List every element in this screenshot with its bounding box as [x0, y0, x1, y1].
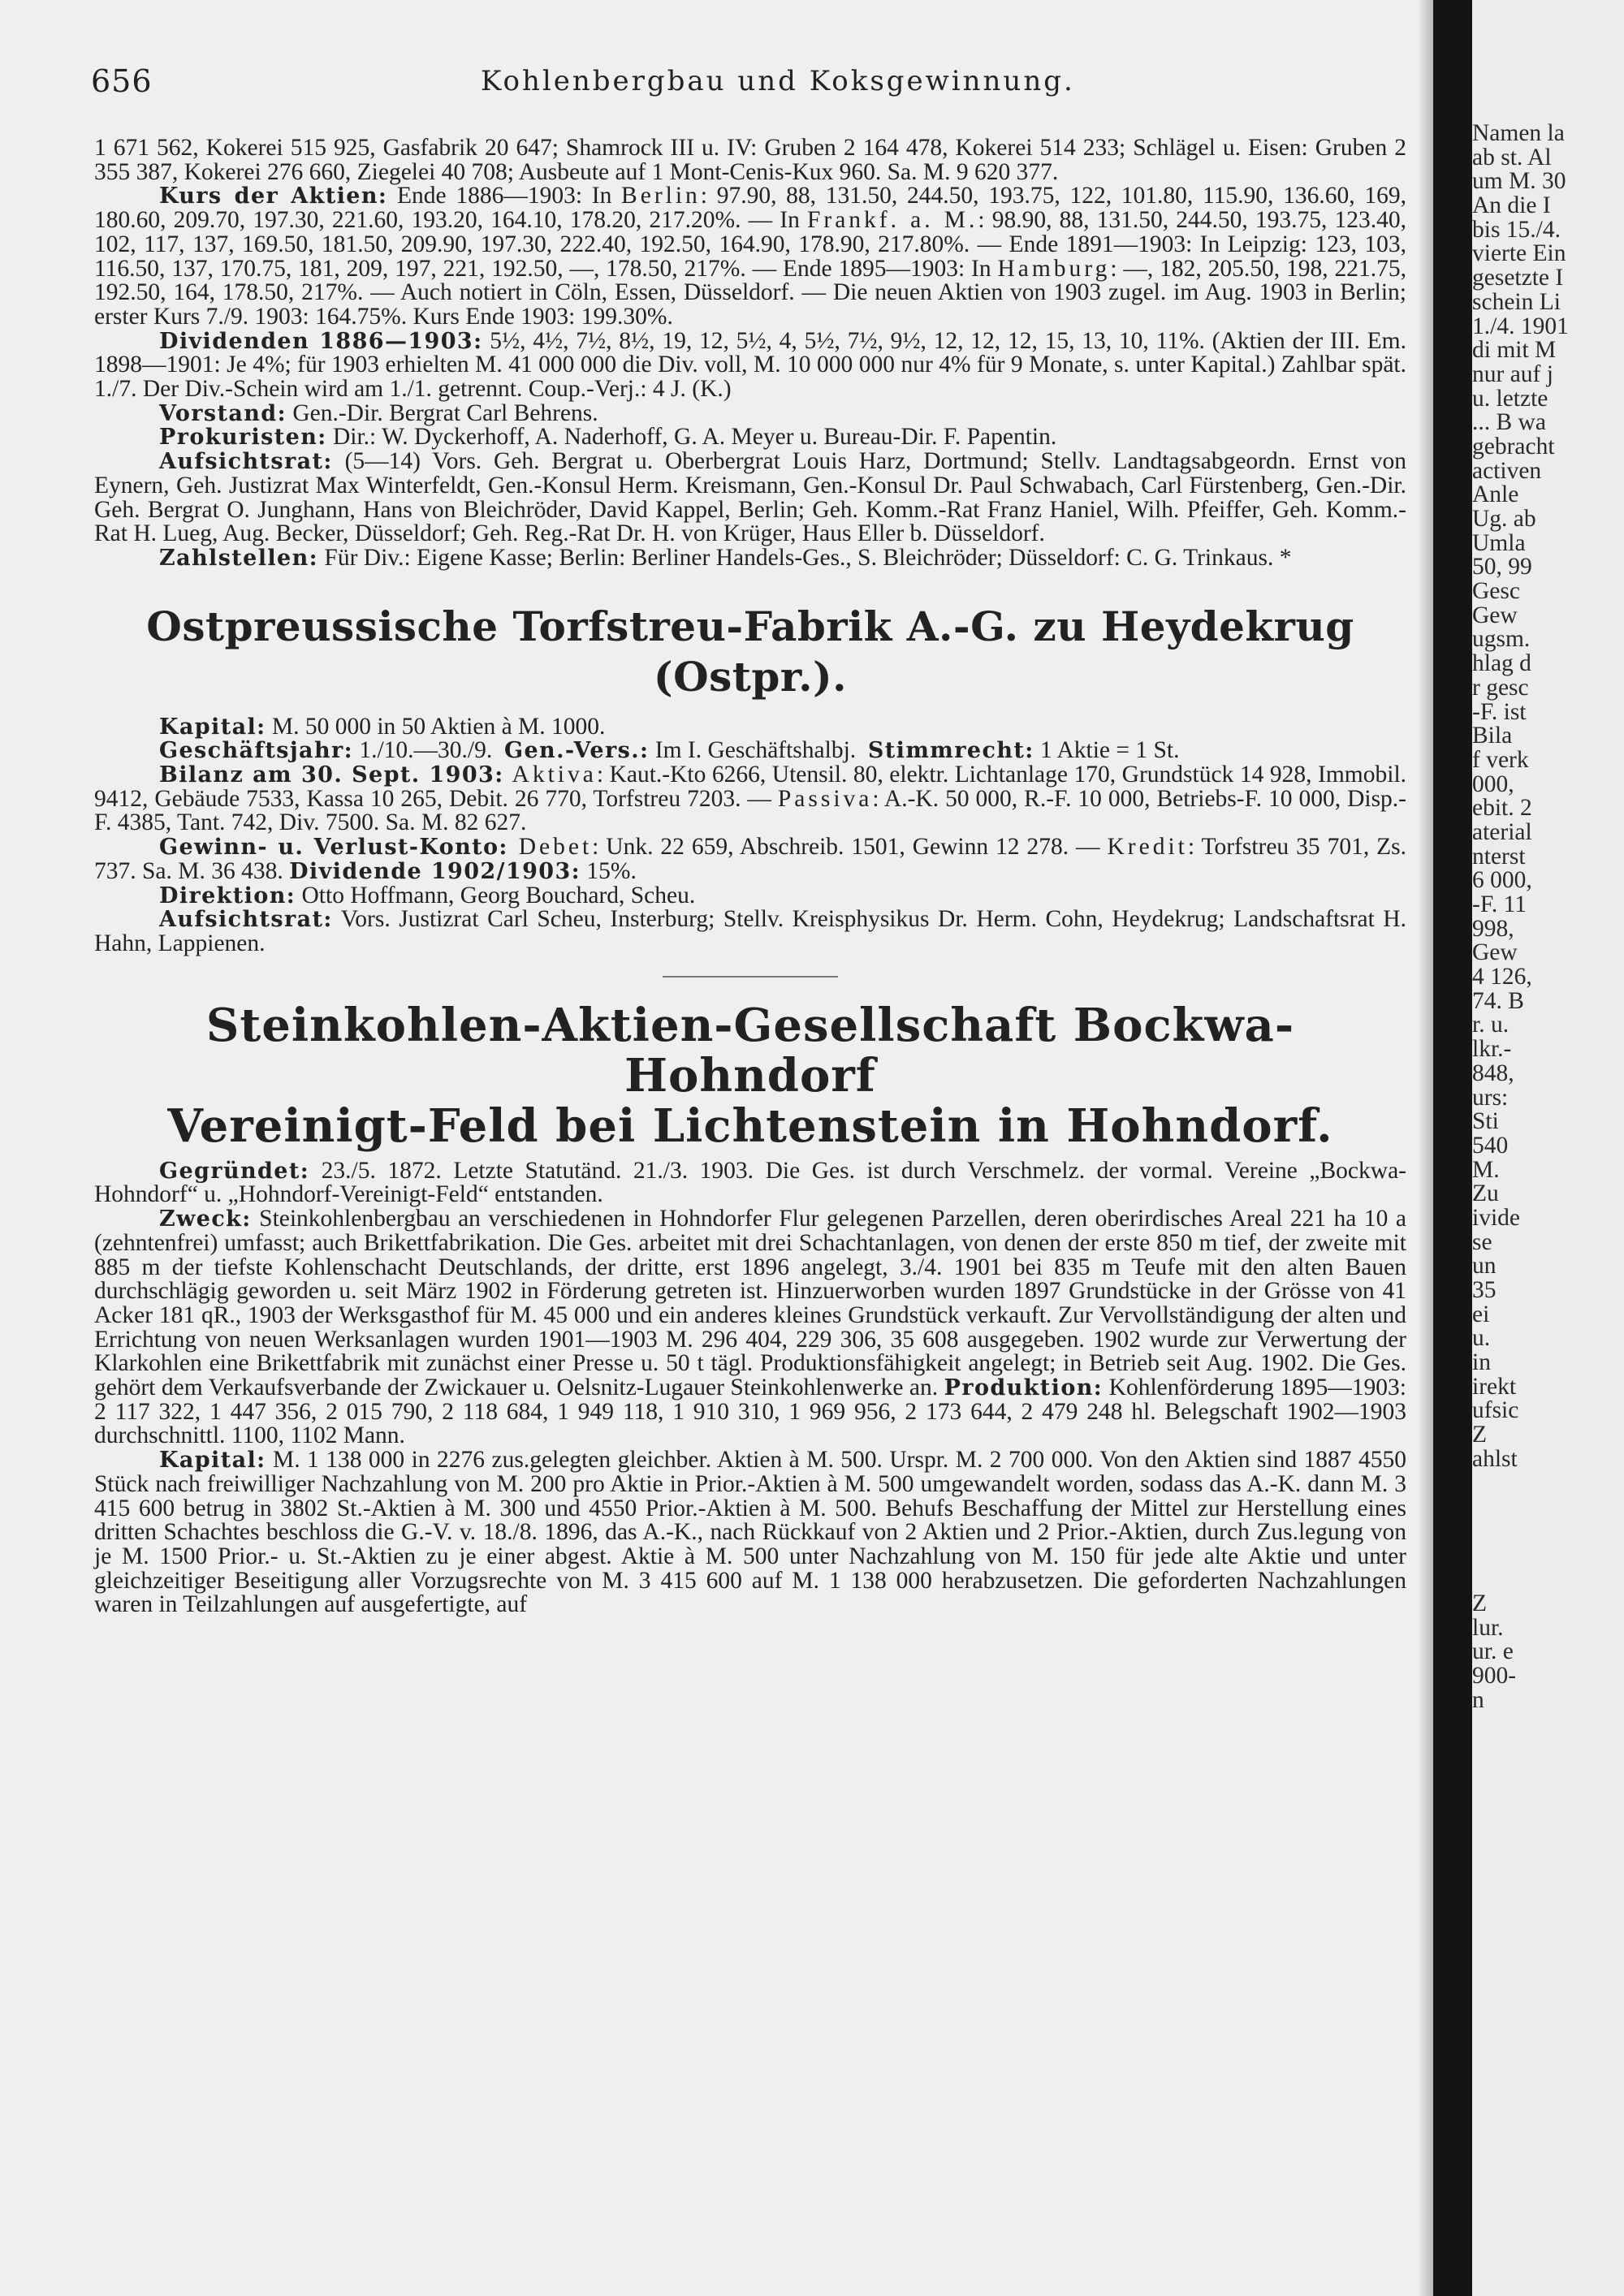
aufsichtsrat-label: Aufsichtsrat: — [159, 907, 333, 933]
adjacent-page-line: nur auf j — [1472, 360, 1553, 387]
vorstand-label: Vorstand: — [159, 400, 287, 426]
adjacent-page-line: Umla — [1472, 529, 1526, 556]
adjacent-page-line: ur. e — [1472, 1638, 1514, 1665]
adjacent-page-line: ugsm. — [1472, 626, 1531, 653]
adjacent-page-line: irekt — [1472, 1373, 1517, 1400]
adjacent-page-line: hlag d — [1472, 650, 1531, 677]
section-divider — [663, 976, 838, 978]
adjacent-page-strip — [1472, 122, 1624, 2296]
adjacent-page-line: f verk — [1472, 746, 1529, 773]
adjacent-page-line: ei — [1472, 1301, 1490, 1327]
adjacent-page-line: u. letzte — [1472, 385, 1548, 412]
adjacent-page-line: 1./4. 1901 — [1472, 313, 1569, 339]
adjacent-page-line: M. — [1472, 1156, 1500, 1183]
adjacent-page-line: gebracht — [1472, 433, 1555, 460]
adjacent-page-line: 900- — [1472, 1663, 1517, 1689]
adjacent-page-line: ahlst — [1472, 1445, 1518, 1472]
company-title-line-1: Steinkohlen-Aktien-Gesellschaft Bockwa-Hohndorf — [205, 998, 1295, 1103]
zweck-label: Zweck: — [159, 1206, 252, 1232]
place-frankfurt: Frankf. a. M. — [806, 207, 978, 234]
adjacent-page-line — [1472, 1544, 1624, 1569]
adjacent-page-line: An die I — [1472, 192, 1551, 219]
adjacent-page-line: 6 000, — [1472, 867, 1532, 894]
running-head: Kohlenbergbau und Koksgewinnung. — [481, 65, 1075, 97]
adjacent-page-line: 4 126, — [1472, 964, 1532, 990]
kapital-paragraph: Kapital: M. 1 138 000 in 2276 zus.gelegten gleichber. Aktien à M. 500. Urspr. M. 2 700 000. Von den Aktien sind 1887 4550 Stück nach freiwilliger Nachzahlung von M. 200 pro Aktie in Prior.-Aktien à M. 500 umgewandelt worden, sodass das A.-K. dann M. 3 415 600 betrug in 3802 St.-Aktien à M. 300 und 4550 Prior.-Aktien à M. 500. Behufs Beschaffung der Mittel zur Herstellung eines dritten Schachtes beschloss die G.-V. v. 18./8. 1896, das A.-K., nach Rückkauf von 2 Aktien und 2 Prior.-Aktien, durch Zus.legung von je M. 1500 Prior.- u. St.-Aktien zu je einer abgest. Aktie à M. 500 unter Nachzahlung von M. 150 für jede alte Aktie und unter gleichzeitiger Beseitigung aller Vorzugsrechte von M. 3 415 600 auf M. 1 138 000 herabzusetzen. Die geforderten Nachzahlungen waren in Teilzahlungen auf ausgefertigte, auf — [94, 1447, 1406, 1618]
place-hamburg: Hamburg — [997, 255, 1111, 282]
prokuristen-paragraph: Prokuristen: Dir.: W. Dyckerhoff, A. Naderhoff, G. A. Meyer u. Bureau-Dir. F. Papentin. — [159, 424, 1057, 451]
place-berlin: Berlin — [621, 183, 701, 209]
kurs-label: Kurs der Aktien: — [159, 183, 388, 209]
direktion-label: Direktion: — [159, 883, 296, 908]
adjacent-page-line: gesetzte I — [1472, 265, 1564, 291]
adjacent-page-line: bis 15./4. — [1472, 216, 1561, 243]
adjacent-page-line: ab st. Al — [1472, 144, 1552, 170]
adjacent-page-line: lkr.- — [1472, 1036, 1512, 1063]
adjacent-page-line: Gew — [1472, 602, 1518, 628]
adjacent-page-line: Z — [1472, 1422, 1488, 1448]
adjacent-page-line: aterial — [1472, 818, 1532, 845]
adjacent-page-line: r gesc — [1472, 674, 1529, 701]
adjacent-page-line: -F. ist — [1472, 698, 1527, 725]
book-gutter — [1433, 0, 1472, 2296]
adjacent-page-line: Z — [1472, 1590, 1488, 1616]
stimmrecht-label: Stimmrecht: — [867, 738, 1034, 764]
company-title-line-2: Vereinigt-Feld bei Lichtenstein in Hohndorf. — [167, 1098, 1333, 1153]
adjacent-page-line: ebit. 2 — [1472, 795, 1532, 822]
page-number: 656 — [91, 63, 153, 99]
adjacent-page-line: 998, — [1472, 915, 1514, 942]
adjacent-page-line: in — [1472, 1349, 1491, 1376]
adjacent-page-line: 540 — [1472, 1132, 1509, 1159]
adjacent-page-line: Bila — [1472, 723, 1513, 749]
adjacent-page-line: Namen la — [1472, 122, 1565, 146]
adjacent-page-line: ufsic — [1472, 1397, 1519, 1424]
adjacent-page-line: un — [1472, 1253, 1497, 1280]
kapital-label: Kapital: — [159, 1448, 266, 1474]
adjacent-page-line: Gesc — [1472, 578, 1520, 605]
page-content — [94, 136, 1406, 1617]
aufsichtsrat-label: Aufsichtsrat: — [159, 449, 333, 475]
adjacent-page-line: Ug. ab — [1472, 506, 1536, 532]
vorstand-paragraph: Vorstand: Gen.-Dir. Bergrat Carl Behrens. — [159, 399, 598, 426]
adjacent-page-line: ivide — [1472, 1204, 1520, 1231]
company-title: Ostpreussische Torfstreu-Fabrik A.-G. zu Heydekrug (Ostpr.). — [146, 602, 1354, 701]
kurs-paragraph: Kurs der Aktien: Ende 1886—1903: In Berlin: 97.90, 88, 131.50, 244.50, 193.75, 122, 101.80, 115.90, 136.60, 169, 180.60, 209.70, 197.30, 221.60, 193.20, 164.10, 178.20, 217.20%. — In Frankf. a. M.: 98.90, 88, 131.50, 244.50, 193.75, 123.40, 102, 117, 137, 169.50, 181.50, 209.90, 197.30, 222.40, 192.50, 164.90, 178.90, 217.80%. — Ende 1891—1903: In Leipzig: 123, 103, 116.50, 137, 170.75, 181, 209, 197, 221, 192.50, —, 178.50, 217%. — Ende 1895—1903: In Hamburg: —, 182, 205.50, 198, 221.75, 192.50, 164, 178.50, 217%. — Auch notiert in Cöln, Essen, Düsseldorf. — Die neuen Aktien von 1903 zugel. im Aug. 1903 in Berlin; erster Kurs 7./9. 1903: 164.75%. Kurs Ende 1903: 199.30%. — [94, 183, 1406, 330]
adjacent-page-line: activen — [1472, 457, 1542, 484]
adjacent-page-line: ... B wa — [1472, 409, 1546, 436]
zahlstellen-label: Zahlstellen: — [159, 545, 319, 571]
gewinn-paragraph: Gewinn- u. Verlust-Konto: Debet: Unk. 22 659, Abschreib. 1501, Gewinn 12 278. — Kredit: Torfstreu 35 701, Zs. 737. Sa. M. 36 438. Dividende 1902/1903: 15%. — [94, 834, 1407, 884]
adjacent-page-line: Sti — [1472, 1108, 1499, 1135]
adjacent-page-line: Zu — [1472, 1180, 1499, 1207]
prokuristen-label: Prokuristen: — [159, 425, 327, 451]
zahlstellen-paragraph: Zahlstellen: Für Div.: Eigene Kasse; Berlin: Berliner Handels-Ges., S. Bleichröder; Düsseldorf: C. G. Trinkaus. * — [159, 544, 1292, 571]
dividende-label: Dividende 1902/1903: — [289, 858, 581, 884]
adjacent-page-line — [1472, 1495, 1624, 1520]
production-continuation: 1 671 562, Kokerei 515 925, Gasfabrik 20 647; Shamrock III u. IV: Gruben 2 164 478, Kokerei 514 233; Schlägel u. Eisen: Gruben 2 355 387, Kokerei 276 660, Ziegelei 40 708; Ausbeute auf 1 Mont-Cenis-Kux 960. Sa. M. 9 620 377. — [94, 135, 1406, 185]
direktion-paragraph: Direktion: Otto Hoffmann, Georg Bouchard, Scheu. — [159, 882, 696, 908]
bilanz-paragraph: Bilanz am 30. Sept. 1903: Aktiva: Kaut.-Kto 6266, Utensil. 80, elektr. Lichtanlage 170, Grundstück 14 928, Immobil. 9412, Gebäude 7533, Kassa 10 265, Debit. 26 770, Torfstreu 7203. — Passiva: A.-K. 50 000, R.-F. 10 000, Betriebs-F. 10 000, Disp.-F. 4385, Tant. 742, Div. 7500. Sa. M. 82 627. — [94, 762, 1407, 836]
steinkohlen-entry — [94, 1000, 1406, 1617]
produktion-label: Produktion: — [944, 1375, 1104, 1401]
gegruendet-paragraph: Gegründet: 23./5. 1872. Letzte Statutänd. 21./3. 1903. Die Ges. ist durch Verschmelz. der vormal. Vereine „Bockwa-Hohndorf“ u. „Hohndorf-Vereinigt-Feld“ entstanden. — [94, 1157, 1406, 1208]
adjacent-page-line: schein Li — [1472, 288, 1561, 315]
kapital-label: Kapital: — [159, 714, 266, 740]
adjacent-page-line: lur. — [1472, 1614, 1504, 1641]
gen-vers-label: Gen.-Vers.: — [504, 738, 650, 764]
adjacent-page-line: 74. B — [1472, 987, 1524, 1014]
adjacent-page-line: u. — [1472, 1325, 1491, 1352]
adjacent-page-line: Gew — [1472, 939, 1518, 966]
adjacent-page-line: 848, — [1472, 1060, 1514, 1086]
adjacent-page-line: 000, — [1472, 770, 1514, 797]
geschaeftsjahr-label: Geschäftsjahr: — [159, 738, 353, 764]
zweck-paragraph: Zweck: Steinkohlenbergbau an verschiedenen in Hohndorfer Flur gelegenen Parzellen, deren oberirdisches Areal 221 ha 10 a (zehntenfrei) umfasst; auch Brikettfabrikation. Die Ges. arbeitet mit drei Schachtanlagen, von denen der erste 850 m tief, der zweite mit 885 m der tiefste Kohlenschacht Deutschlands, der dritte, erst 1896 angelegt, 3./4. 1901 bei 835 m Teufe mit den alten Bauen durchschlägig geworden u. seit März 1902 in Förderung getreten ist. Hinzuerworben wurden 1897 Grundstücke in der Grösse von 41 Acker 181 qR., 1903 der Werksgasthof für M. 45 000 und ein anderes kleines Grundstück verkauft. Zur Vervollständigung der alten und Errichtung von neuen Werksanlagen wurden 1901—1903 M. 296 404, 229 306, 35 608 ausgegeben. 1902 wurde zur Verwertung der Klarkohlen eine Brikettfabrik mit zunächst einer Presse u. 50 t tägl. Produktionsfähigkeit angelegt; in Betrieb seit Aug. 1902. Die Ges. gehört dem Verkaufsverbande der Zwickauer u. Oelsnitz-Lugauer Steinkohlenwerke an. Produktion: Kohlenförderung 1895—1903: 2 117 322, 1 447 356, 2 015 790, 2 118 684, 1 949 118, 1 910 310, 1 969 956, 2 173 644, 2 479 248 hl. Belegschaft 1902—1903 durchschnittl. 1100, 1102 Mann. — [94, 1206, 1406, 1449]
adjacent-page-line: 50, 99 — [1472, 554, 1532, 580]
adjacent-page-line: r. u. — [1472, 1012, 1510, 1038]
adjacent-page-line — [1472, 1568, 1624, 1592]
previous-company-entry — [94, 136, 1406, 571]
page-header — [91, 63, 1406, 104]
ostpreussische-entry — [94, 602, 1406, 978]
kapital-paragraph: Kapital: M. 50 000 in 50 Aktien à M. 1000. — [159, 713, 606, 740]
gewinn-label: Gewinn- u. Verlust-Konto: — [159, 835, 508, 861]
adjacent-page-line: 35 — [1472, 1277, 1497, 1303]
adjacent-page-line — [1472, 1520, 1624, 1544]
geschaeftsjahr-paragraph: Geschäftsjahr: 1./10.—30./9. Gen.-Vers.: Im I. Geschäftshalbj. Stimmrecht: 1 Aktie = 1 St. — [159, 737, 1180, 764]
adjacent-page-line: urs: — [1472, 1084, 1509, 1111]
adjacent-page-line — [1472, 1472, 1624, 1496]
adjacent-page-line: Anle — [1472, 481, 1519, 508]
adjacent-page-line: -F. 11 — [1472, 891, 1527, 917]
adjacent-page-line: um M. 30 — [1472, 168, 1566, 195]
adjacent-page-line: se — [1472, 1228, 1492, 1255]
adjacent-page-line: vierte Ein — [1472, 240, 1566, 267]
adjacent-page-line: nterst — [1472, 843, 1526, 870]
aufsichtsrat-paragraph: Aufsichtsrat: Vors. Justizrat Carl Scheu, Insterburg; Stellv. Kreisphysikus Dr. Herm. Cohn, Heydekrug; Landschaftsrat H. Hahn, Lappienen. — [94, 906, 1406, 956]
dividenden-label: Dividenden 1886—1903: — [159, 328, 483, 354]
adjacent-page-line: n — [1472, 1686, 1484, 1713]
bilanz-label: Bilanz am 30. Sept. 1903: — [159, 762, 504, 788]
page-edge-shadow — [1419, 0, 1433, 2296]
aufsichtsrat-paragraph: Aufsichtsrat: (5—14) Vors. Geh. Bergrat u. Oberbergrat Louis Harz, Dortmund; Stellv. Landtagsabgeordn. Ernst von Eynern, Geh. Justizrat Max Winterfeldt, Gen.-Konsul Herm. Kreismann, Gen.-Konsul Dr. Paul Schwabach, Carl Fürstenberg, Gen.-Dir. Geh. Bergrat O. Junghann, Hans von Bleichröder, David Kappel, Berlin; Geh. Komm.-Rat Franz Haniel, Wilh. Pfeiffer, Geh. Komm.-Rat H. Lueg, Aug. Becker, Düsseldorf; Geh. Reg.-Rat Dr. H. von Krüger, Haus Eller b. Düsseldorf. — [94, 448, 1406, 547]
adjacent-page-line: di mit M — [1472, 337, 1557, 364]
dividenden-paragraph: Dividenden 1886—1903: 5½, 4½, 7½, 8½, 19, 12, 5½, 4, 5½, 7½, 9½, 12, 12, 12, 15, 13, 10, 11%. (Aktien der III. Em. 1898—1901: Je 4%; für 1903 erhielten M. 41 000 000 die Div. voll, M. 10 000 000 nur 4% für 9 Monate, s. unter Kapital.) Zahlbar spät. 1./7. Der Div.-Schein wird am 1./1. getrennt. Coup.-Verj.: 4 J. (K.) — [94, 327, 1406, 403]
gegruendet-label: Gegründet: — [159, 1158, 310, 1184]
